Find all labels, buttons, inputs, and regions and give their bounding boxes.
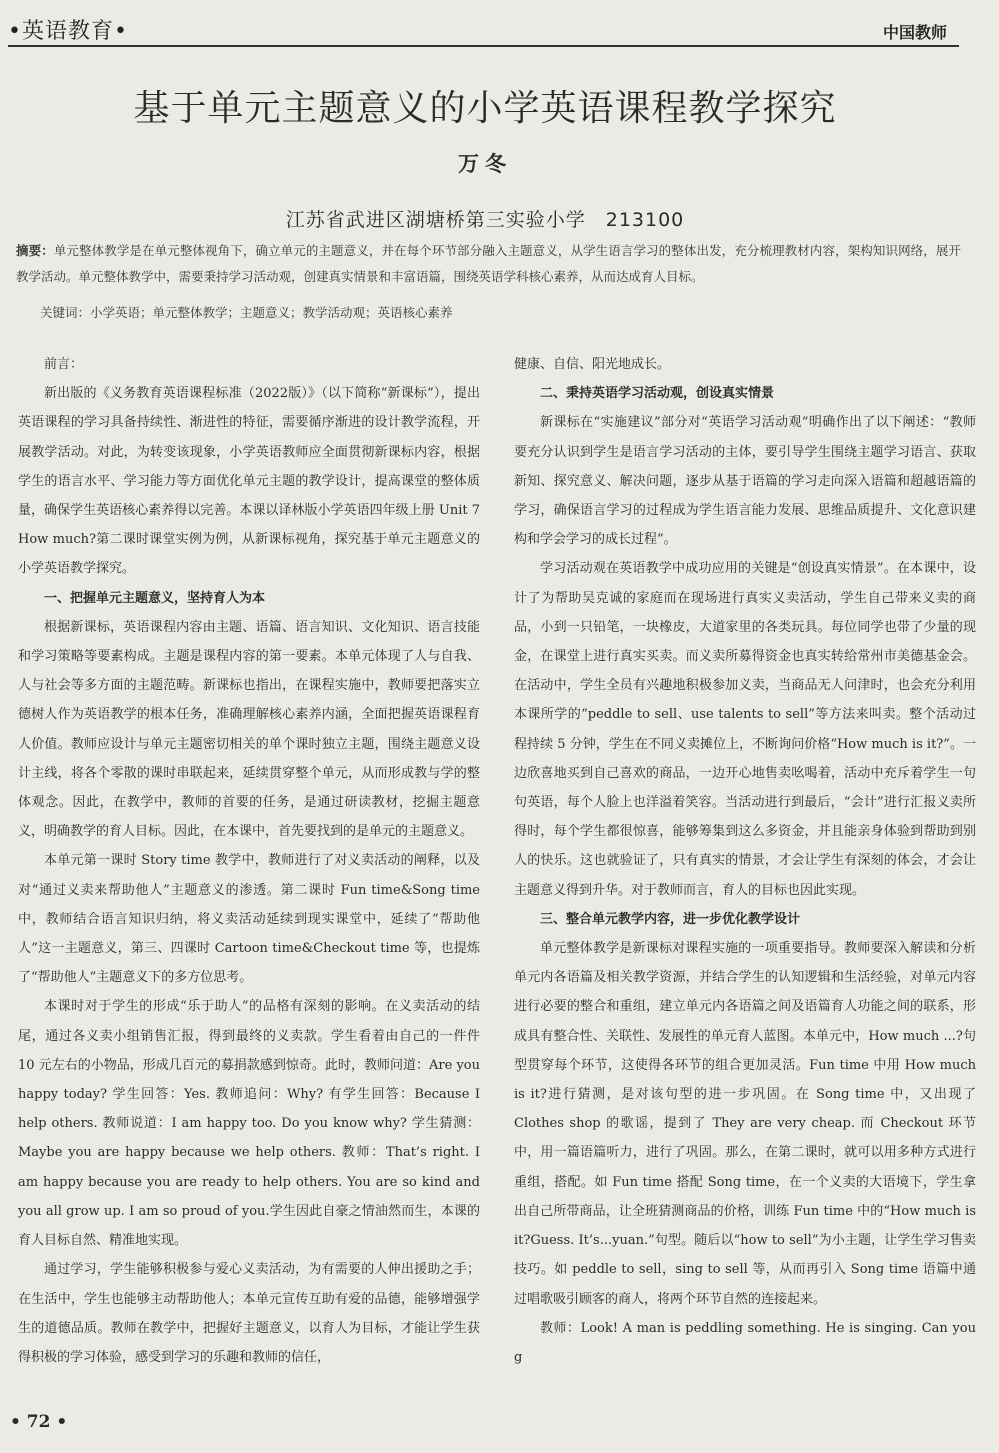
section-heading-2: 二、秉持英语学习活动观，创设真实情景 xyxy=(540,386,775,402)
page-number: • 72 • xyxy=(10,1412,68,1432)
paragraph: 教师：Look! A man is peddling something. He is singing. Can you g xyxy=(514,1320,976,1365)
paragraph: 根据新课标，英语课程内容由主题、语篇、语言知识、文化知识、语言技能和学习策略等要素构成。主题是课程内容的第一要素。本单元体现了人与自我、人与社会等多方面的主题范畴。新课标也指出，在课程实施中，教师要把落实立德树人作为英语教学的根本任务，准确理解核心素养内涵，全面把握英语课程育人价值。教师应设计与单元主题密切相关的单个课时独立主题，围绕主题意义设计主线，将各个零散的课时串联起来，延续贯穿整个单元，从而形成教与学的整体观念。因此，在教学中，教师的首要的任务，是通过研读教材，挖掘主题意义，明确教学的育人目标。因此，在本课中，首先要找到的是单元的主题意义。 xyxy=(18,619,480,840)
section-header: •英语教育• xyxy=(8,19,128,44)
paragraph: 本单元第一课时 Story time 教学中，教师进行了对义卖活动的阐释，以及对“通过义卖来帮助他人”主题意义的渗透。第二课时 Fun time&Song time 中，教师结合语言知识归纳，将义卖活动延续到现实课堂中，延续了“帮助他人”这一主题意义，第三、四课时 Cartoon time&Checkout time 等，也提炼了“帮助他人”主题意义下的多方位思考。 xyxy=(18,853,480,986)
article-author: 万冬 xyxy=(458,151,512,176)
right-column xyxy=(514,350,976,1372)
paragraph: 单元整体教学是新课标对课程实施的一项重要指导。教师要深入解读和分析单元内各语篇及相关教学资源，并结合学生的认知逻辑和生活经验，对单元内容进行必要的整合和重组，建立单元内各语篇之间及语篇育人功能之间的联系，形成具有整合性、关联性、发展性的单元育人蓝图。本单元中，How much ...?句型贯穿每个环节，这使得各环节的组合更加灵活。Fun time 中用 How much is it?进行猜测，是对该句型的进一步巩固。在 Song time 中，又出现了 Clothes shop 的歌谣，提到了 They are very cheap. 而 Checkout 环节中，用一篇语篇听力，进行了巩固。那么，在第二课时，就可以用多种方式进行重组，搭配。如 Fun time 搭配 Song time，在一个义卖的大语境下，学生拿出自己所带商品，让全班猜测商品的价格，训练 Fun time 中的“How much is it?Guess. It’s...yuan.”句型。随后以“how to sell”为小主题，让学生学习售卖技巧。如 peddle to sell，sing to sell 等，从而再引入 Song time 语篇中通过唱歌吸引顾客的商人，将两个环节自然的连接起来。 xyxy=(514,941,976,1307)
author-affiliation: 江苏省武进区湖塘桥第三实验小学 213100 xyxy=(285,209,685,231)
abstract-text: 单元整体教学是在单元整体视角下，确立单元的主题意义，并在每个环节部分融入主题意义，从学生语言学习的整体出发，充分梳理教材内容，架构知识网络，展开教学活动。单元整体教学中，需要秉持学习活动观，创建真实情景和丰富语篇，围绕英语学科核心素养，从而达成育人目标。 xyxy=(16,243,961,284)
abstract xyxy=(16,238,961,290)
paragraph-continued: 健康、自信、阳光地成长。 xyxy=(514,357,671,372)
paragraph: 新出版的《义务教育英语课程标准（2022版）》（以下简称“新课标”），提出英语课程的学习具备持续性、渐进性的特征，需要循序渐进的设计教学流程，开展教学活动。对此，为转变该现象，小学英语教师应全面贯彻新课标内容，根据学生的语言水平、学习能力等方面优化单元主题的教学设计，提高课堂的整体质量，确保学生英语核心素养得以完善。本课以译林版小学英语四年级上册 Unit 7 How much?第二课时课堂实例为例，从新课标视角，探究基于单元主题意义的小学英语教学探究。 xyxy=(18,386,480,577)
paragraph: 新课标在“实施建议”部分对“英语学习活动观”明确作出了以下阐述：“教师要充分认识到学生是语言学习活动的主体，要引导学生围绕主题学习语言、获取新知、探究意义、解决问题，逐步从基于语篇的学习走向深入语篇和超越语篇的学习，确保语言学习的过程成为学生语言能力发展、思维品质提升、文化意识建构和学会学习的成长过程”。 xyxy=(514,415,976,548)
preface-label: 前言： xyxy=(44,357,84,372)
left-column xyxy=(18,350,480,1372)
article-title: 基于单元主题意义的小学英语课程教学探究 xyxy=(133,88,837,129)
abstract-label: 摘要： xyxy=(16,243,54,258)
journal-name: 中国教师 xyxy=(882,23,947,42)
paragraph: 本课时对于学生的形成“乐于助人”的品格有深刻的影响。在义卖活动的结尾，通过各义卖小组销售汇报，得到最终的义卖款。学生看着由自己的一件件 10 元左右的小物品，形成几百元的募捐款感到惊奇。此时，教师问道：Are you happy today? 学生回答：Yes. 教师追问：Why? 有学生回答：Because I help others. 教师说道：I am happy too. Do you know why? 学生猜测：Maybe you are happy because we help others. 教师：That’s right. I am happy because you are ready to help others. You are so kind and you all grow up. I am so proud of you.学生因此自豪之情油然而生，本课的育人目标自然、精准地实现。 xyxy=(18,999,480,1249)
section-heading-1: 一、把握单元主题意义，坚持育人为本 xyxy=(44,590,266,606)
keywords xyxy=(40,301,960,325)
keywords-text: 小学英语；单元整体教学；主题意义；教学活动观；英语核心素养 xyxy=(90,305,453,320)
section-heading-3: 三、整合单元教学内容，进一步优化教学设计 xyxy=(540,911,801,927)
keywords-label: 关键词： xyxy=(40,305,91,320)
paragraph: 学习活动观在英语教学中成功应用的关键是“创设真实情景”。在本课中，设计了为帮助吴克诚的家庭而在现场进行真实义卖活动，学生自己带来义卖的商品，小到一只铅笔，一块橡皮，大道家里的各类玩具。每位同学也带了少量的现金，在课堂上进行真实买卖。而义卖所募得资金也真实转给常州市美德基金会。在活动中，学生全员有兴趣地积极参加义卖，当商品无人问津时，也会充分利用本课所学的“peddle to sell、use talents to sell”等方法来叫卖。整个活动过程持续 5 分钟，学生在不同义卖摊位上，不断询问价格“How much is it?”。一边欣喜地买到自己喜欢的商品，一边开心地售卖吆喝着，活动中充斥着学生一句句英语，每个人脸上也洋溢着笑容。当活动进行到最后，“会计”进行汇报义卖所得时，每个学生都很惊喜，能够筹集到这么多资金，并且能亲身体验到帮助到别人的快乐。这也就验证了，只有真实的情景，才会让学生有深刻的体会，才会让主题意义得到升华。对于教师而言，育人的目标也因此实现。 xyxy=(514,561,976,898)
header-rule xyxy=(8,45,959,47)
paragraph: 通过学习，学生能够积极参与爱心义卖活动，为有需要的人伸出援助之手；在生活中，学生也能够主动帮助他人；本单元宣传互助有爱的品德，能够增强学生的道德品质。教师在教学中，把握好主题意义，以育人为目标，才能让学生获得积极的学习体验，感受到学习的乐趣和教师的信任， xyxy=(18,1262,480,1365)
